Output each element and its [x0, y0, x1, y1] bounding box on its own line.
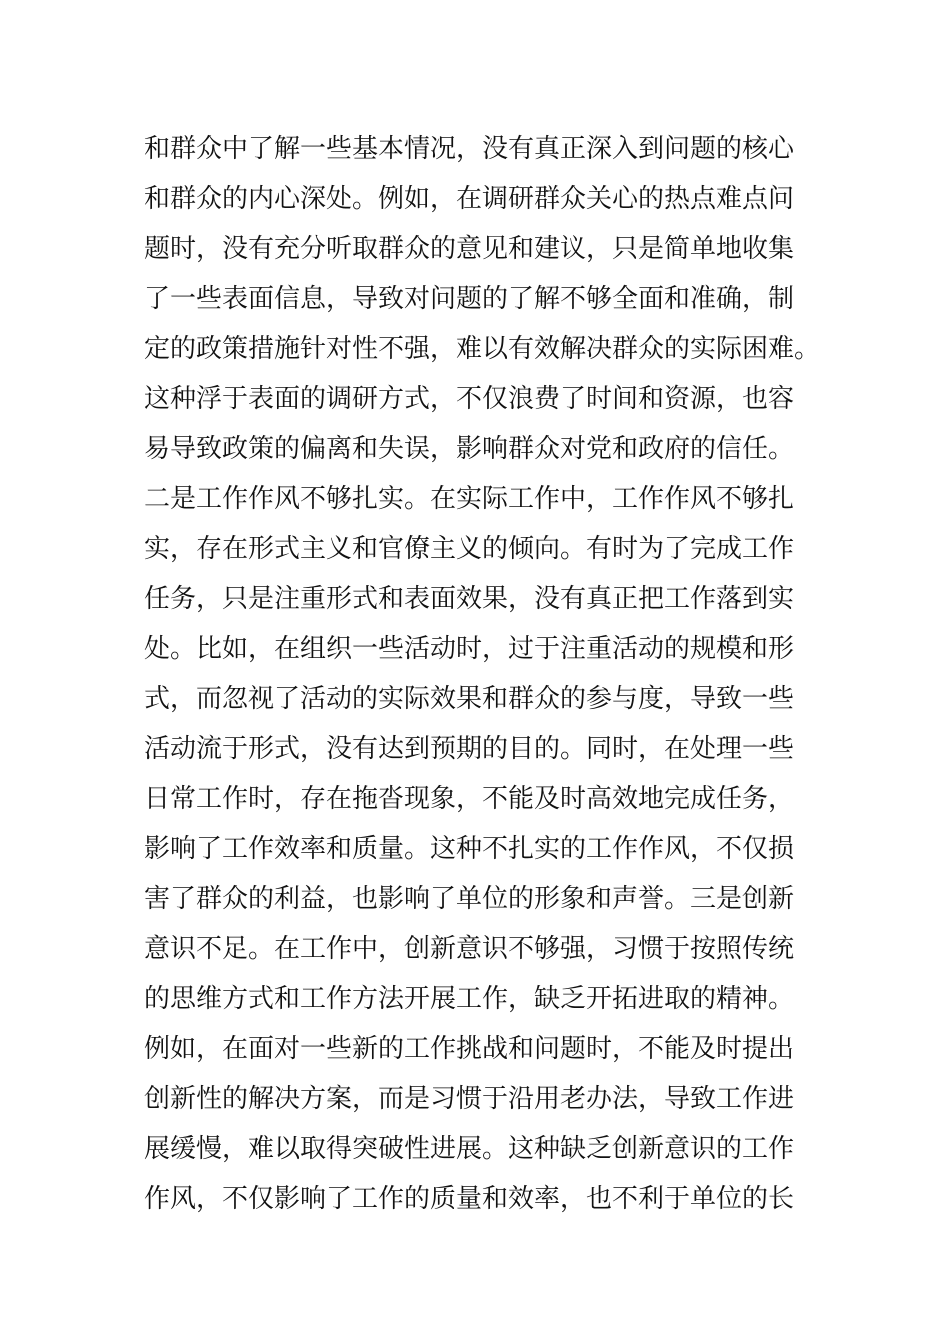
text-line: 任务，只是注重形式和表面效果，没有真正把工作落到实 — [144, 584, 795, 614]
text-line: 日常工作时，存在拖沓现象，不能及时高效地完成任务， — [144, 784, 795, 814]
text-line: 活动流于形式，没有达到预期的目的。同时，在处理一些 — [144, 734, 795, 764]
text-line: 了一些表面信息，导致对问题的了解不够全面和准确，制 — [144, 284, 795, 314]
text-line: 实，存在形式主义和官僚主义的倾向。有时为了完成工作 — [144, 534, 795, 564]
text-line: 这种浮于表面的调研方式，不仅浪费了时间和资源，也容 — [144, 384, 795, 414]
text-line: 作风，不仅影响了工作的质量和效率，也不利于单位的长 — [144, 1184, 795, 1214]
text-line: 展缓慢，难以取得突破性进展。这种缺乏创新意识的工作 — [144, 1134, 795, 1164]
text-line: 二是工作作风不够扎实。在实际工作中，工作作风不够扎 — [144, 484, 795, 514]
text-line: 创新性的解决方案，而是习惯于沿用老办法，导致工作进 — [144, 1084, 795, 1114]
text-line: 题时，没有充分听取群众的意见和建议，只是简单地收集 — [144, 234, 795, 264]
text-line: 的思维方式和工作方法开展工作，缺乏开拓进取的精神。 — [144, 984, 795, 1014]
text-line: 害了群众的利益，也影响了单位的形象和声誉。三是创新 — [144, 884, 795, 914]
text-line: 定的政策措施针对性不强，难以有效解决群众的实际困难。 — [144, 334, 821, 364]
text-line: 处。比如，在组织一些活动时，过于注重活动的规模和形 — [144, 634, 795, 664]
text-line: 和群众中了解一些基本情况，没有真正深入到问题的核心 — [144, 134, 795, 164]
body-text — [144, 124, 821, 1224]
text-line: 和群众的内心深处。例如，在调研群众关心的热点难点问 — [144, 184, 795, 214]
text-line: 意识不足。在工作中，创新意识不够强，习惯于按照传统 — [144, 934, 795, 964]
text-line: 影响了工作效率和质量。这种不扎实的工作作风，不仅损 — [144, 834, 795, 864]
text-line: 易导致政策的偏离和失误，影响群众对党和政府的信任。 — [144, 434, 795, 464]
text-line: 式，而忽视了活动的实际效果和群众的参与度，导致一些 — [144, 684, 795, 714]
text-line: 例如，在面对一些新的工作挑战和问题时，不能及时提出 — [144, 1034, 795, 1064]
